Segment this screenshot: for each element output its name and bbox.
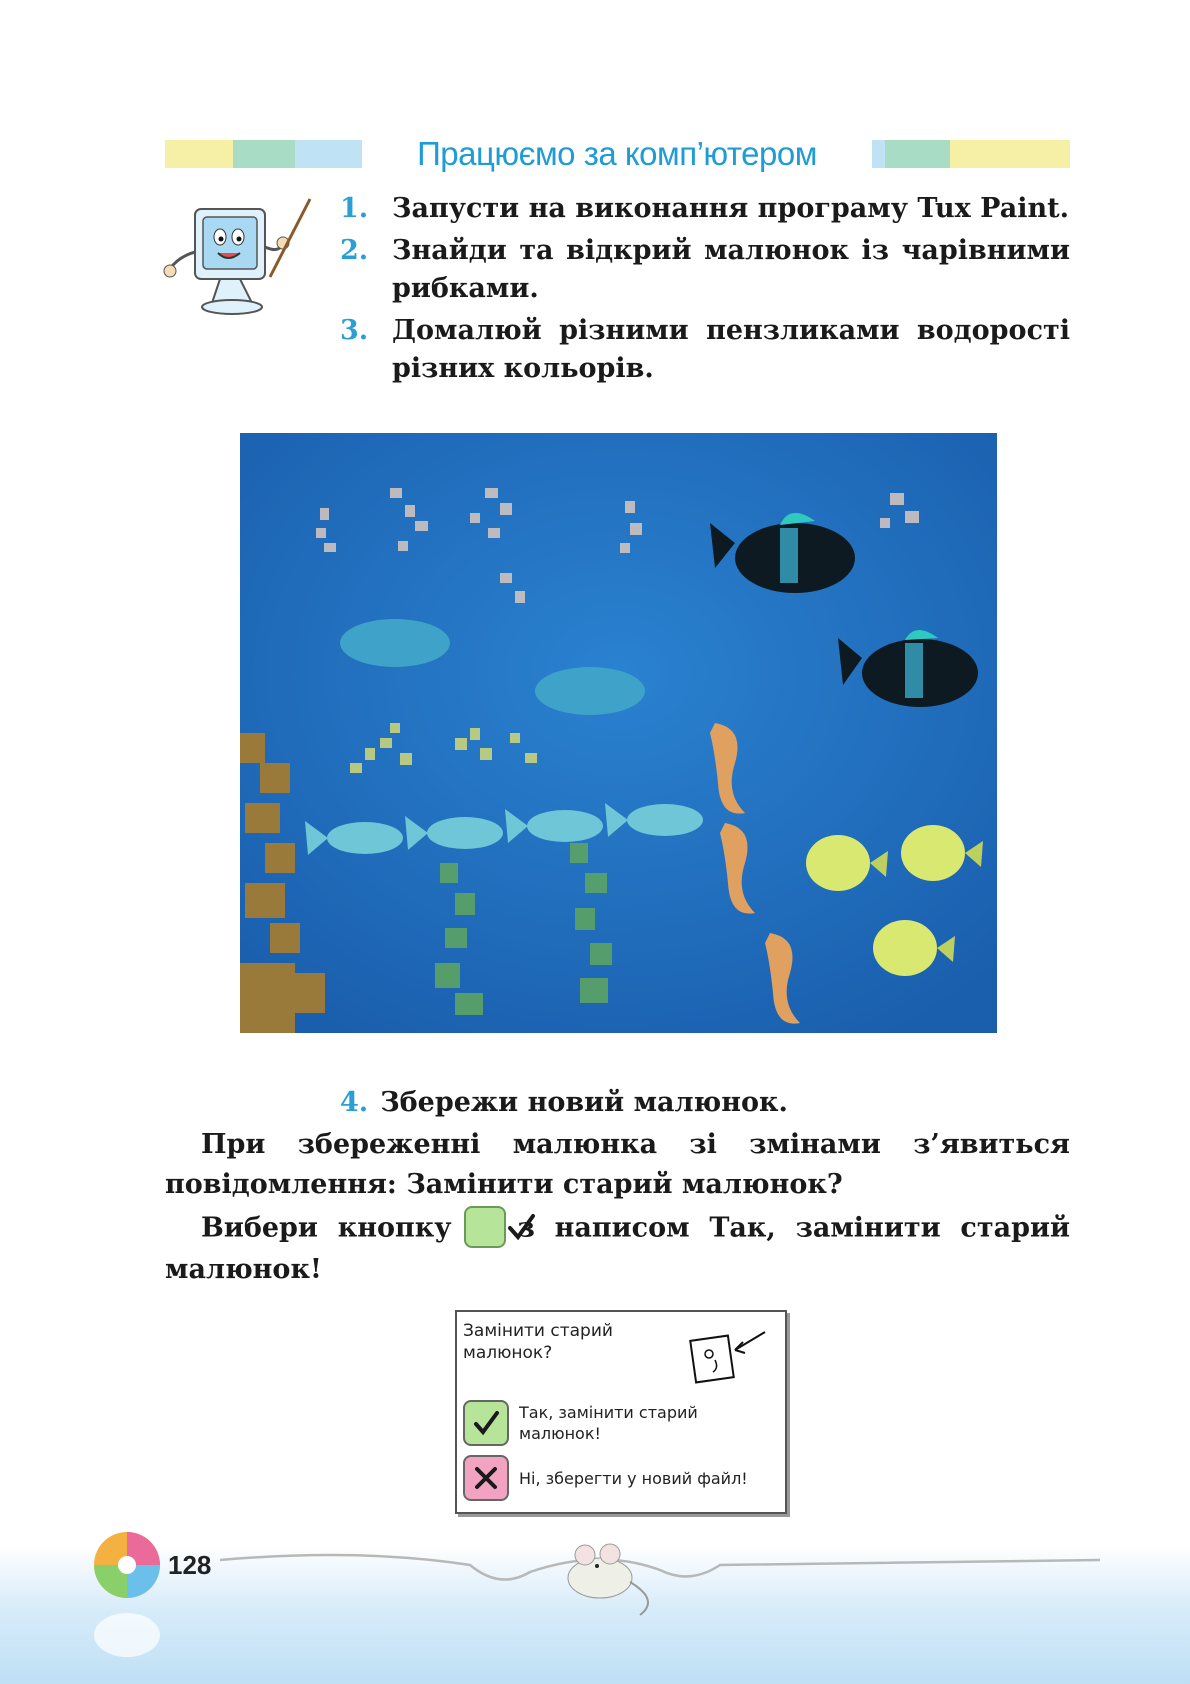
mouse-icon	[568, 1544, 648, 1615]
list-item	[340, 232, 1070, 308]
yes-button[interactable]	[463, 1400, 509, 1446]
mascot-computer-icon	[160, 197, 330, 327]
cross-icon	[469, 1461, 503, 1495]
replace-dialog	[455, 1310, 787, 1514]
step-number: 2.	[340, 235, 369, 266]
paragraph-text: При збереженні малюнка зі змінами з’явиться повідомлення:	[165, 1129, 1070, 1200]
step-text: Збережи новий малюнок.	[380, 1087, 788, 1118]
dialog-question-quote: Замінити старий малюнок?	[406, 1169, 843, 1200]
page-number: 128	[168, 1550, 212, 1580]
step-number: 3.	[340, 315, 369, 346]
step-number: 4.	[340, 1087, 369, 1118]
no-label: Ні, зберегти у новий файл!	[519, 1468, 748, 1488]
step-text-part: .	[1059, 193, 1069, 224]
list-item	[340, 190, 1070, 228]
step-text: Знайди та відкрий малюнок із чарівними рибками.	[392, 235, 1070, 304]
aquarium-picture	[240, 433, 997, 1033]
choose-button-paragraph	[165, 1208, 1070, 1290]
step-number: 1.	[340, 193, 369, 224]
checkmark-icon	[469, 1406, 503, 1440]
no-button[interactable]	[463, 1455, 509, 1501]
step-text: Домалюй різними пензликами водорості різних кольорів.	[392, 315, 1070, 384]
band-segment	[165, 140, 233, 168]
step-text-part: Запусти на виконання програму	[392, 193, 918, 224]
band-segment	[233, 140, 295, 168]
instruction-list	[340, 190, 1070, 392]
paragraph-text: Вибери кнопку	[201, 1212, 452, 1244]
section-title: Працюємо за комп’ютером	[362, 136, 872, 172]
band-segment	[885, 140, 950, 168]
program-name: Tux Paint	[917, 193, 1060, 224]
yes-label: Так, замінити старий малюнок!	[519, 1403, 698, 1443]
step-four	[340, 1087, 788, 1118]
picture-icon	[685, 1320, 775, 1390]
yes-option[interactable]	[463, 1400, 763, 1446]
cd-disc-icon	[94, 1532, 160, 1657]
paragraph-text: з написом Так, замінити старий малюнок!	[165, 1212, 1071, 1285]
checkmark-icon	[464, 1206, 506, 1248]
list-item	[340, 312, 1070, 388]
band-segment	[950, 140, 1070, 168]
step-text	[392, 190, 1070, 228]
no-option[interactable]	[463, 1455, 763, 1501]
save-paragraph	[165, 1125, 1070, 1205]
dialog-question: Замінити старий малюнок?	[463, 1321, 613, 1363]
